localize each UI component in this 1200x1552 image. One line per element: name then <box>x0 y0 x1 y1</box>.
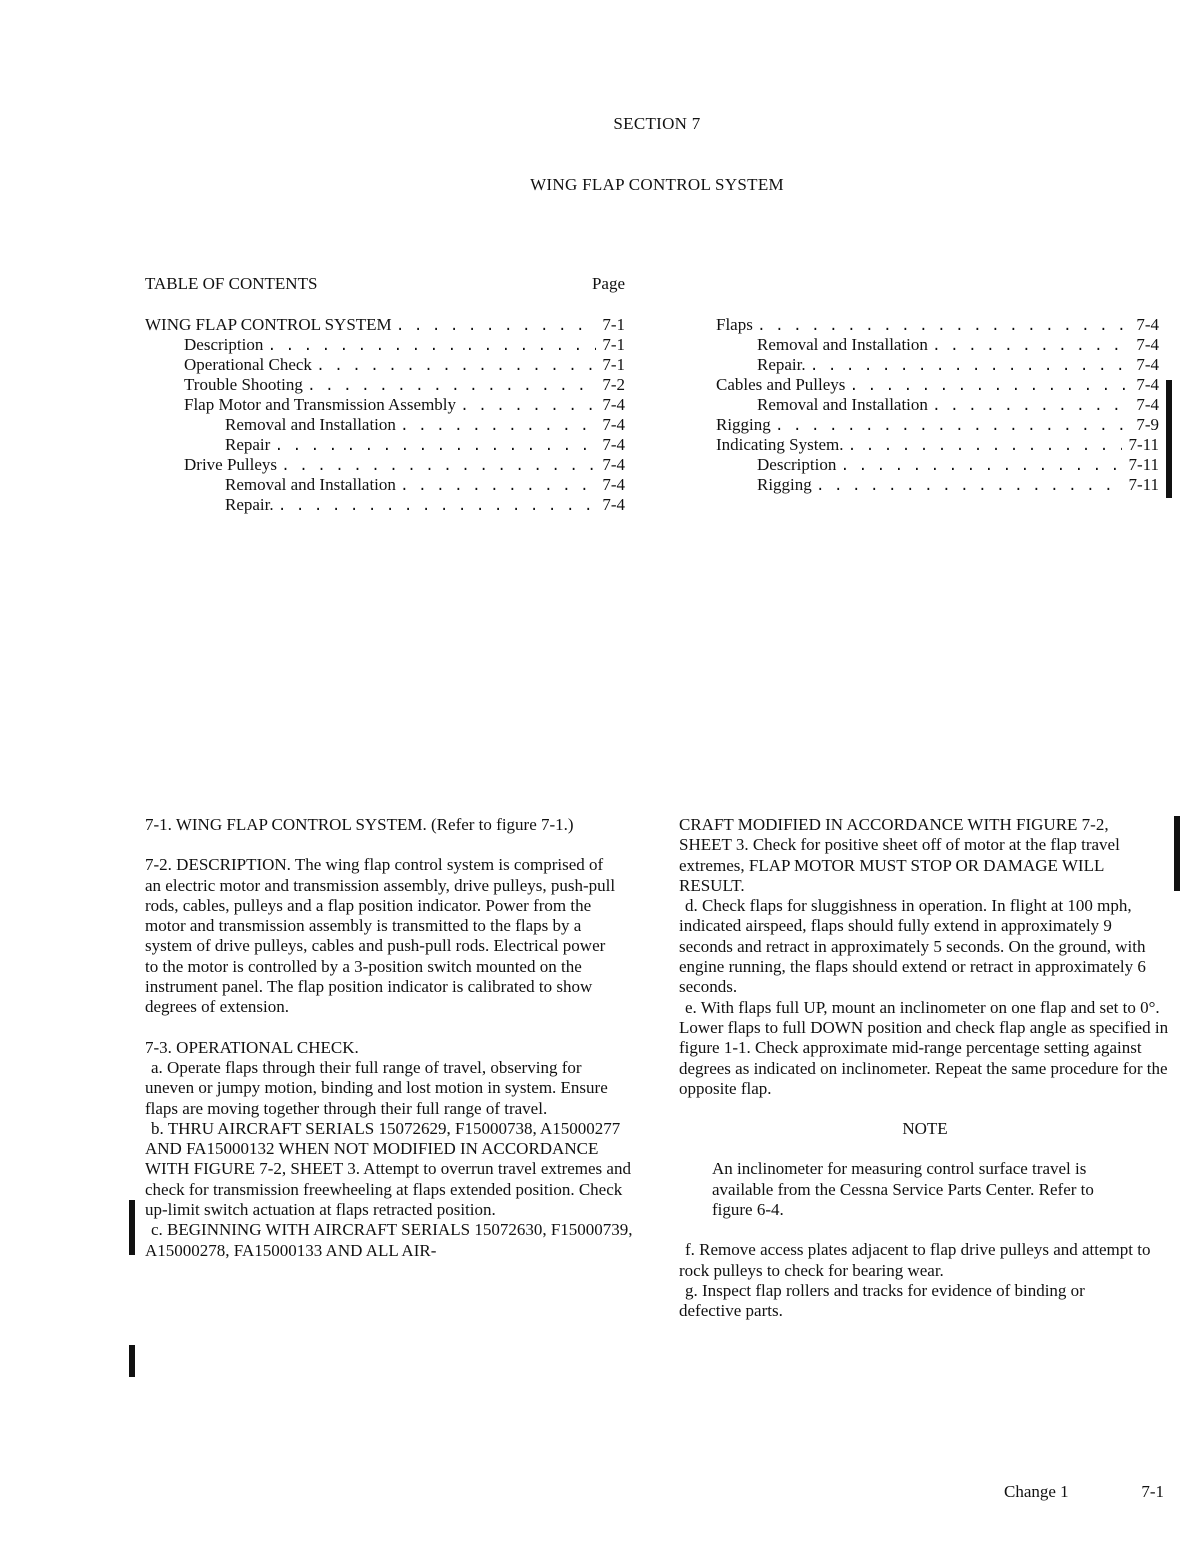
toc-entry-text: Rigging <box>716 415 771 434</box>
page-number: 7-1 <box>1141 1482 1164 1501</box>
note-heading: NOTE <box>902 1119 948 1139</box>
toc-entry-page: 7-1 <box>602 355 625 374</box>
toc-entry-text: WING FLAP CONTROL SYSTEM <box>145 315 392 334</box>
toc-entry[interactable] <box>145 335 625 355</box>
toc-page-label: Page <box>591 274 625 293</box>
toc-entry[interactable] <box>716 335 1159 355</box>
section-title: WING FLAP CONTROL SYSTEM <box>530 175 784 194</box>
section-number: SECTION 7 <box>613 114 701 133</box>
toc-entry-page: 7-4 <box>602 475 625 494</box>
toc-entry-page: 7-4 <box>1136 355 1159 374</box>
toc-entry[interactable] <box>145 375 625 395</box>
toc-entry-text: Indicating System. <box>716 435 844 454</box>
toc-entry-text: Removal and Installation <box>225 415 396 434</box>
toc-right-column <box>716 315 1159 495</box>
toc-entry-text: Drive Pulleys <box>184 455 278 474</box>
toc-entry-page: 7-4 <box>1136 335 1159 354</box>
paragraph-7-3-heading: 7-3. OPERATIONAL CHECK. <box>145 1037 359 1057</box>
toc-entry-page: 7-4 <box>602 495 625 514</box>
toc-entry-text: Flap Motor and Transmission Assembly <box>184 395 457 414</box>
toc-entry-text: Operational Check <box>184 355 312 374</box>
toc-entry-text: Removal and Installation <box>757 335 928 354</box>
step-g: g. Inspect flap rollers and tracks for evidence of binding or defective parts. <box>679 1280 1085 1321</box>
toc-entry-text: Description <box>757 455 837 474</box>
toc-entry-text: Repair <box>225 435 271 454</box>
body-right-column <box>679 815 1171 1322</box>
toc-entry[interactable] <box>145 315 625 335</box>
toc-entry-text: Rigging <box>757 475 812 494</box>
toc-entry[interactable] <box>145 415 625 435</box>
step-e: e. With flaps full UP, mount an inclinometer on one flap and set to 0°. Lower flaps to full DOWN position and check flap angle as specified in figure 1-1. Check approximate mid-range percentage setting against degrees as indicated on inclinometer. Repeat the same procedure for the opposite flap. <box>679 997 1169 1098</box>
step-c: c. BEGINNING WITH AIRCRAFT SERIALS 15072630, F15000739, A15000278, FA15000133 AND ALL AIR- <box>145 1220 633 1260</box>
paragraph-7-1: 7-1. WING FLAP CONTROL SYSTEM. (Refer to figure 7-1.) <box>145 815 574 834</box>
toc-entry-page: 7-1 <box>602 315 625 334</box>
toc-entry[interactable] <box>145 495 625 515</box>
toc-left-column <box>145 315 625 515</box>
toc-entry-page: 7-11 <box>1128 455 1159 474</box>
toc-entry[interactable] <box>145 455 625 475</box>
toc-entry-text: Description <box>184 335 264 354</box>
toc-entry-text: Flaps <box>716 315 753 334</box>
toc-entry-page: 7-4 <box>1136 375 1159 394</box>
toc-entry-text: Removal and Installation <box>225 475 396 494</box>
toc-entry-page: 7-9 <box>1136 415 1159 434</box>
toc-entry-text: Removal and Installation <box>757 395 928 414</box>
change-bar <box>1166 380 1172 498</box>
change-bar <box>129 1200 135 1255</box>
toc-entry-page: 7-2 <box>602 375 625 394</box>
toc-entry[interactable] <box>145 435 625 455</box>
change-label: Change 1 <box>1004 1482 1069 1501</box>
toc-entry-page: 7-1 <box>602 335 625 354</box>
toc-entry-page: 7-11 <box>1128 475 1159 494</box>
step-a: a. Operate flaps through their full range of travel, observing for uneven or jumpy motion, binding and lost motion in system. Ensure flaps are moving together through their full range of travel. <box>145 1057 608 1118</box>
paragraph-7-2: 7-2. DESCRIPTION. The wing flap control system is comprised of an electric motor and transmission assembly, drive pulleys, push-pull rods, cables, pulleys and a flap position indicator. Power from the motor and transmission assembly is transmitted to the flaps by a system of drive pulleys, cables and push-pull rods. Electrical power to the motor is controlled by a 3-position switch mounted on the instrument panel. The flap position indicator is calibrated to show degrees of extension. <box>145 855 616 1017</box>
change-bar <box>1174 816 1180 891</box>
toc-entry[interactable] <box>716 435 1159 455</box>
toc-entry[interactable] <box>716 355 1159 375</box>
change-bar <box>129 1345 135 1377</box>
toc-entry[interactable] <box>716 415 1159 435</box>
note-body: An inclinometer for measuring control surface travel is available from the Cessna Service Parts Center. Refer to figure 6-4. <box>712 1159 1094 1220</box>
body-left-column <box>145 815 645 1261</box>
toc-entry-page: 7-4 <box>602 395 625 414</box>
step-b: b. THRU AIRCRAFT SERIALS 15072629, F15000738, A15000277 AND FA15000132 WHEN NOT MODIFIED IN ACCORDANCE WITH FIGURE 7-2, SHEET 3. Attempt to overrun travel extremes and check for transmission freewheeling at flaps extended position. Check up-limit switch actuation at flaps retracted position. <box>145 1118 631 1220</box>
toc-entry-text: Repair. <box>757 355 806 374</box>
toc-entry-page: 7-4 <box>1136 395 1159 414</box>
toc-entry-page: 7-4 <box>602 455 625 474</box>
toc-entry[interactable] <box>716 375 1159 395</box>
toc-entry-text: Repair. <box>225 495 274 514</box>
toc-entry-page: 7-11 <box>1128 435 1159 454</box>
toc-entry-page: 7-4 <box>602 415 625 434</box>
page-footer <box>1004 1482 1164 1504</box>
toc-entry[interactable] <box>716 475 1159 495</box>
toc-entry[interactable] <box>145 475 625 495</box>
toc-entry-page: 7-4 <box>1136 315 1159 334</box>
toc-entry[interactable] <box>145 355 625 375</box>
step-f: f. Remove access plates adjacent to flap drive pulleys and attempt to rock pulleys to check for bearing wear. <box>679 1240 1151 1280</box>
toc-entry[interactable] <box>145 395 625 415</box>
step-d: d. Check flaps for sluggishness in operation. In flight at 100 mph, indicated airspeed, flaps should fully extend in approximately 9 seconds and retract in approximately 5 seconds. On the ground, with engine running, the flaps should extend or retract in approximately 6 seconds. <box>679 896 1146 997</box>
toc-entry-text: Trouble Shooting <box>184 375 303 394</box>
toc-entry[interactable] <box>716 395 1159 415</box>
toc-header <box>145 274 625 296</box>
toc-entry-text: Cables and Pulleys <box>716 375 846 394</box>
toc-entry-page: 7-4 <box>602 435 625 454</box>
toc-entry[interactable] <box>716 455 1159 475</box>
step-c-continued: CRAFT MODIFIED IN ACCORDANCE WITH FIGURE 7-2, SHEET 3. Check for positive sheet off of motor at the flap travel extremes, FLAP MOTOR MUST STOP OR DAMAGE WILL RESULT. <box>679 815 1120 895</box>
toc-title: TABLE OF CONTENTS <box>145 274 318 293</box>
toc-entry[interactable] <box>716 315 1159 335</box>
